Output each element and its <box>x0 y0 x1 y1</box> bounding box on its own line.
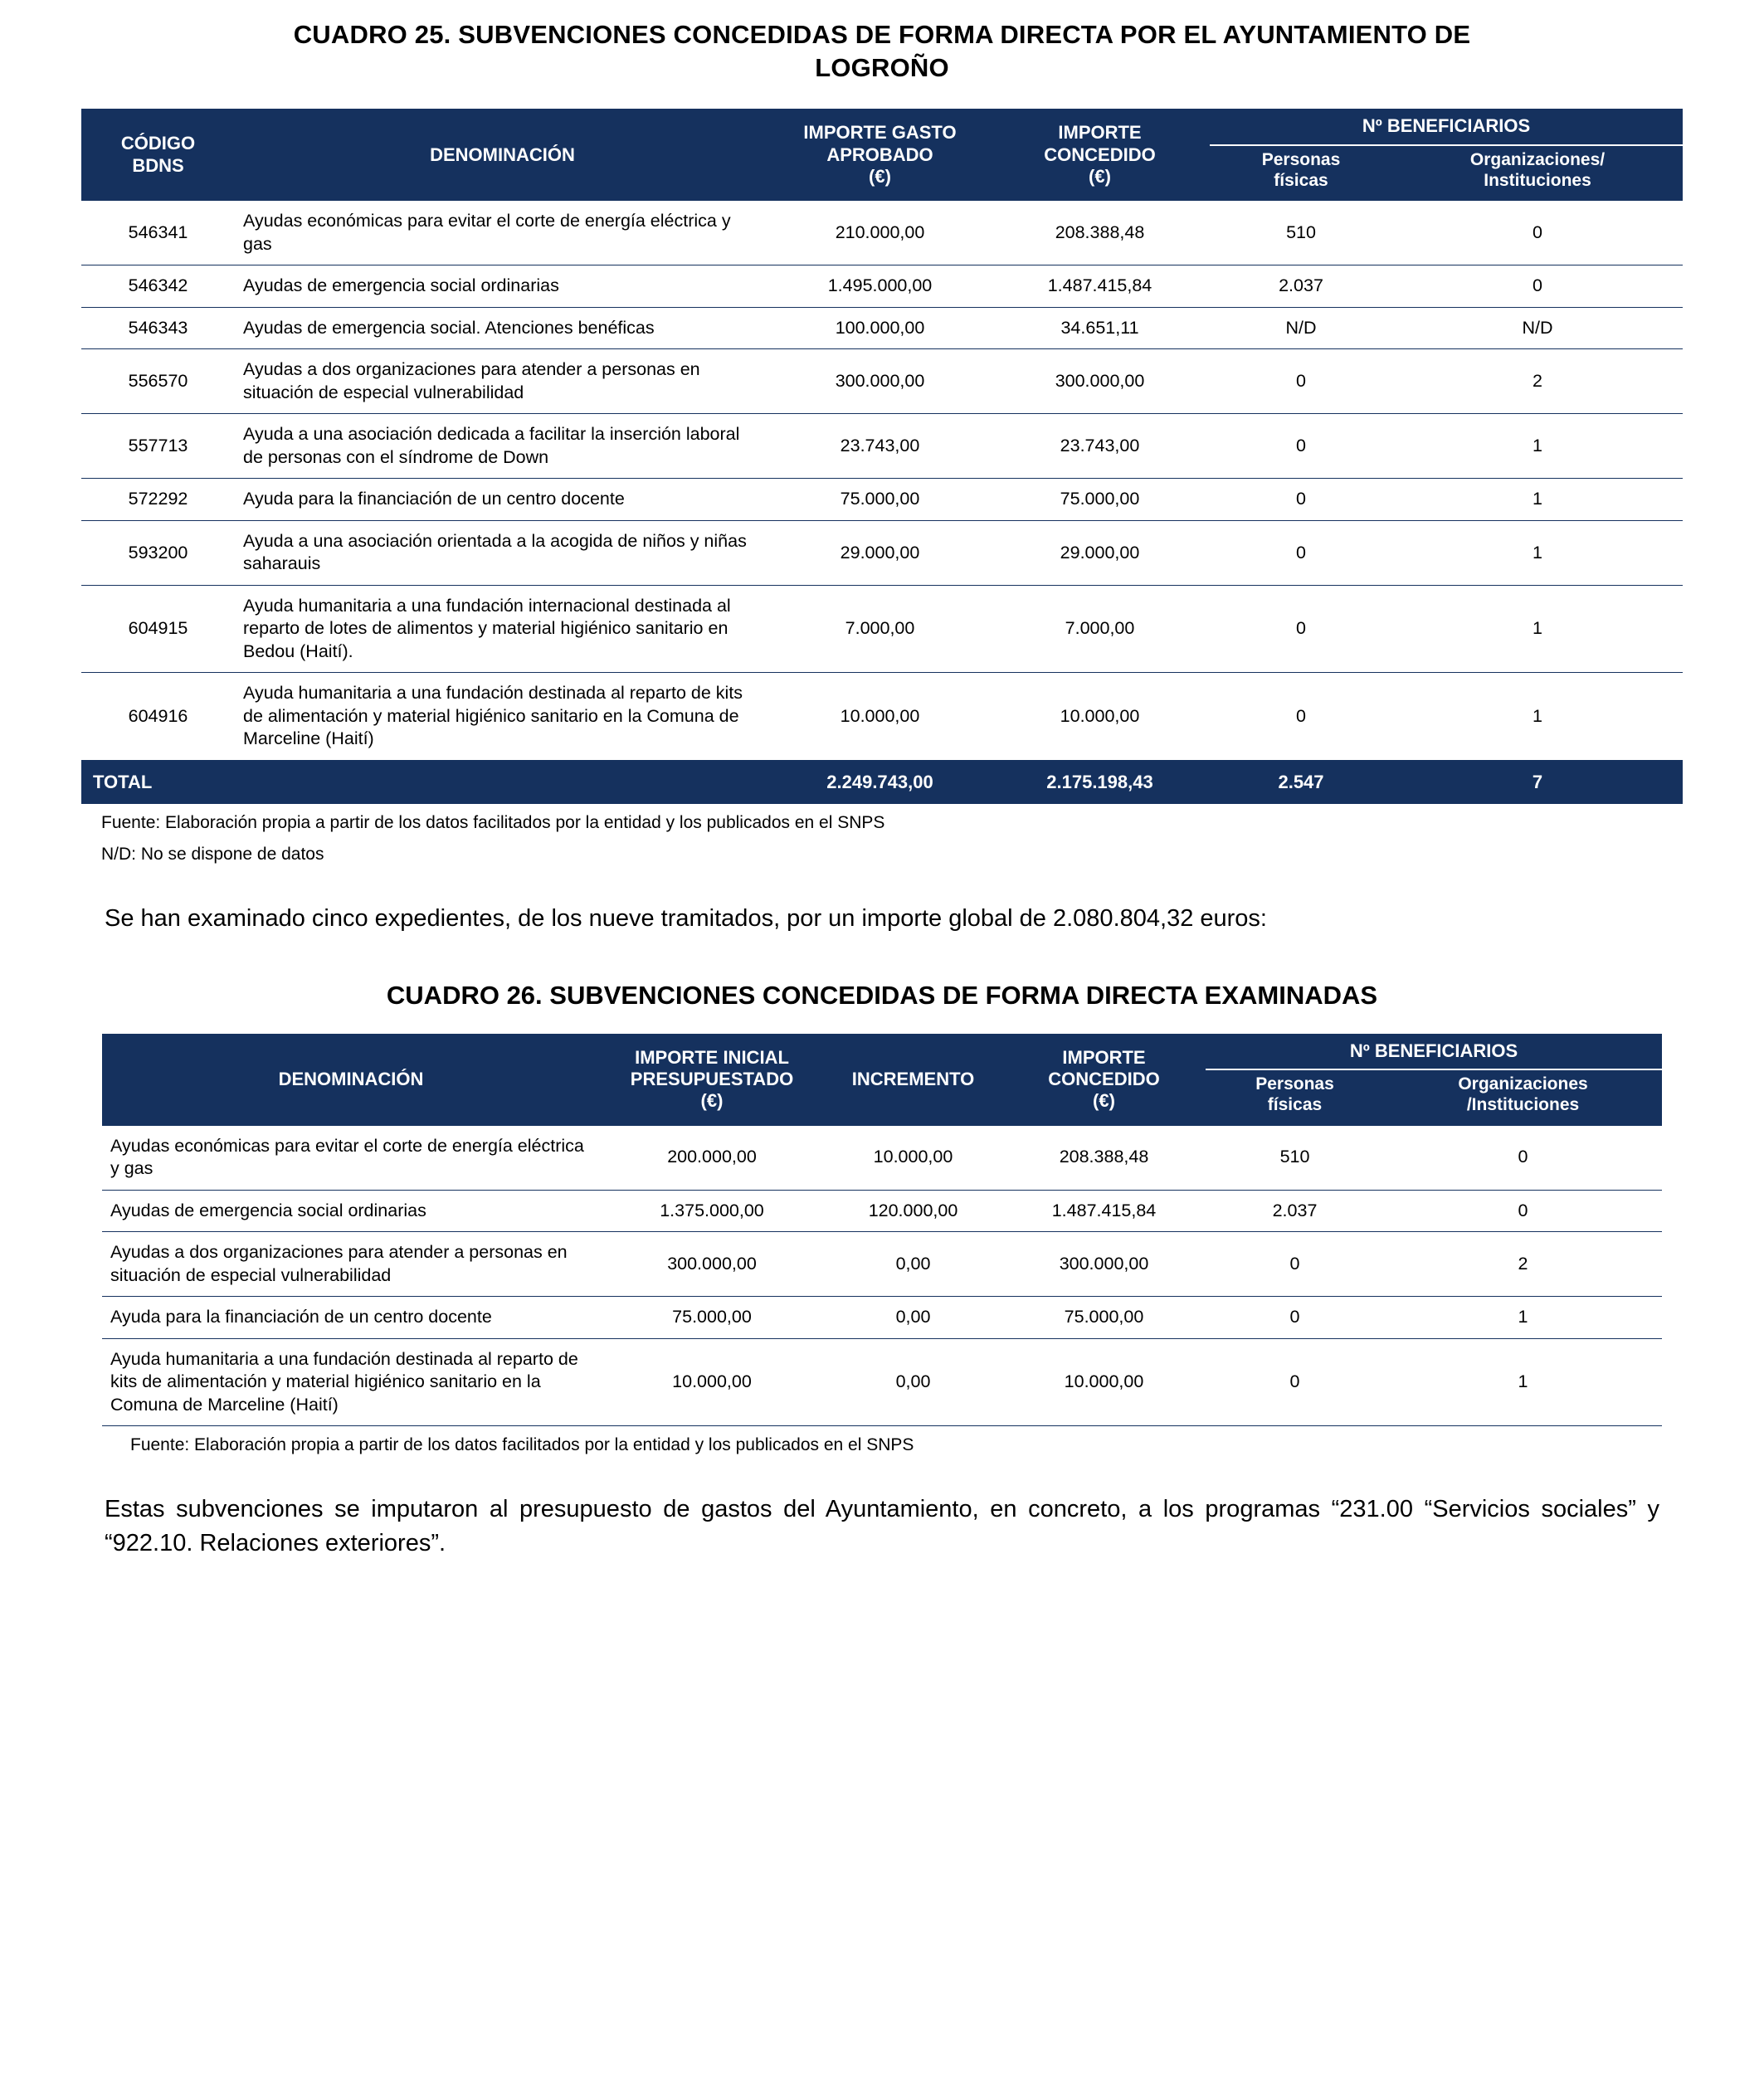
cell-aprobado: 300.000,00 <box>770 349 990 414</box>
cell-aprobado: 29.000,00 <box>770 520 990 585</box>
header2-incremento: INCREMENTO <box>824 1034 1002 1126</box>
cell2-organizaciones: 0 <box>1384 1190 1662 1232</box>
cell-personas: N/D <box>1210 307 1392 349</box>
cell-total-organizaciones: 7 <box>1392 760 1683 804</box>
cell-personas: 0 <box>1210 349 1392 414</box>
table2-head <box>102 1034 1662 1126</box>
cell-codigo: 572292 <box>81 479 235 521</box>
cell-organizaciones: 1 <box>1392 673 1683 761</box>
cell2-denominacion: Ayudas económicas para evitar el corte de energía eléctrica y gas <box>102 1126 600 1191</box>
cell2-inicial: 1.375.000,00 <box>600 1190 824 1232</box>
cell-concedido: 300.000,00 <box>990 349 1210 414</box>
header2-concedido-line3: (€) <box>1093 1090 1115 1112</box>
cell-organizaciones: N/D <box>1392 307 1683 349</box>
table2-source: Fuente: Elaboración propia a partir de los datos facilitados por la entidad y los publicados en el SNPS <box>130 1435 914 1455</box>
header-codigo-bdns <box>81 109 235 201</box>
cell2-incremento: 10.000,00 <box>824 1126 1002 1191</box>
table-subvenciones-examinadas <box>102 1034 1662 1426</box>
header2-organizaciones <box>1384 1069 1662 1125</box>
cell2-incremento: 120.000,00 <box>824 1190 1002 1232</box>
table-row <box>81 265 1683 308</box>
cell-codigo: 604916 <box>81 673 235 761</box>
cell-aprobado: 100.000,00 <box>770 307 990 349</box>
cell2-incremento: 0,00 <box>824 1338 1002 1426</box>
cell2-denominacion: Ayuda para la financiación de un centro docente <box>102 1297 600 1339</box>
cell-personas: 2.037 <box>1210 265 1392 308</box>
table-row <box>102 1232 1662 1297</box>
cell-personas: 0 <box>1210 585 1392 673</box>
cell-personas: 0 <box>1210 520 1392 585</box>
cell2-denominacion: Ayudas a dos organizaciones para atender a personas en situación de especial vulnerabilidad <box>102 1232 600 1297</box>
table-row <box>81 585 1683 673</box>
table-row <box>102 1190 1662 1232</box>
cell-codigo: 546343 <box>81 307 235 349</box>
table-row <box>102 1297 1662 1339</box>
table-row <box>81 414 1683 479</box>
cell2-organizaciones: 1 <box>1384 1297 1662 1339</box>
table-row <box>81 673 1683 761</box>
header-aprobado-line1: IMPORTE GASTO <box>803 122 957 144</box>
cell-aprobado: 23.743,00 <box>770 414 990 479</box>
header-denominacion: DENOMINACIÓN <box>235 109 770 201</box>
table-row <box>81 307 1683 349</box>
table-total-row <box>81 760 1683 804</box>
header2-orgs-line1: Organizaciones <box>1458 1074 1588 1094</box>
cell-total-label: TOTAL <box>81 760 770 804</box>
header-concedido-line1: IMPORTE <box>1058 122 1142 144</box>
cell-organizaciones: 1 <box>1392 414 1683 479</box>
cell2-inicial: 10.000,00 <box>600 1338 824 1426</box>
header-concedido-line2: CONCEDIDO <box>1044 144 1156 165</box>
cell-personas: 510 <box>1210 201 1392 265</box>
cell-concedido: 1.487.415,84 <box>990 265 1210 308</box>
cell-organizaciones: 1 <box>1392 520 1683 585</box>
header-aprobado-line2: APROBADO <box>826 144 933 165</box>
cell-concedido: 34.651,11 <box>990 307 1210 349</box>
table1-wrapper <box>81 109 1683 867</box>
table1-title: CUADRO 25. SUBVENCIONES CONCEDIDAS DE FORMA DIRECTA POR EL AYUNTAMIENTO DE LOGROÑO <box>293 20 1471 82</box>
cell-organizaciones: 1 <box>1392 585 1683 673</box>
header2-orgs-line2: /Instituciones <box>1466 1095 1580 1115</box>
cell-organizaciones: 0 <box>1392 201 1683 265</box>
cell-denominacion: Ayuda humanitaria a una fundación destinada al reparto de kits de alimentación y material higiénico sanitario en la Comuna de Marceline (Haití) <box>235 673 770 761</box>
cell-personas: 0 <box>1210 479 1392 521</box>
cell-codigo: 557713 <box>81 414 235 479</box>
table-row <box>102 1338 1662 1426</box>
cell-concedido: 29.000,00 <box>990 520 1210 585</box>
header2-personas-line2: físicas <box>1267 1095 1323 1115</box>
cell2-inicial: 75.000,00 <box>600 1297 824 1339</box>
cell2-incremento: 0,00 <box>824 1232 1002 1297</box>
cell2-personas: 0 <box>1206 1232 1384 1297</box>
cell2-organizaciones: 2 <box>1384 1232 1662 1297</box>
cell2-concedido: 300.000,00 <box>1002 1232 1206 1297</box>
header2-denominacion: DENOMINACIÓN <box>102 1034 600 1126</box>
header-codigo-line2: BDNS <box>132 154 184 176</box>
cell-codigo: 546341 <box>81 201 235 265</box>
cell2-concedido: 208.388,48 <box>1002 1126 1206 1191</box>
cell-organizaciones: 2 <box>1392 349 1683 414</box>
cell-denominacion: Ayuda a una asociación dedicada a facilitar la inserción laboral de personas con el síndrome de Down <box>235 414 770 479</box>
table1-head <box>81 109 1683 201</box>
cell2-inicial: 300.000,00 <box>600 1232 824 1297</box>
table-row <box>81 479 1683 521</box>
header-concedido-line3: (€) <box>1089 165 1111 187</box>
header2-inicial-line1: IMPORTE INICIAL <box>635 1046 789 1068</box>
paragraph-presupuesto: Estas subvenciones se imputaron al presupuesto de gastos del Ayuntamiento, en concreto, a los programas “231.00 “Servicios sociales” y “922.10. Relaciones exteriores”. <box>105 1496 1659 1557</box>
cell-concedido: 75.000,00 <box>990 479 1210 521</box>
table1-note: N/D: No se dispone de datos <box>101 845 324 864</box>
table2-wrapper <box>102 1034 1662 1458</box>
cell-personas: 0 <box>1210 673 1392 761</box>
cell-denominacion: Ayudas de emergencia social ordinarias <box>235 265 770 308</box>
table-row <box>81 349 1683 414</box>
header-aprobado-line3: (€) <box>869 165 891 187</box>
cell-denominacion: Ayuda para la financiación de un centro docente <box>235 479 770 521</box>
header-importe-concedido <box>990 109 1210 201</box>
header-personas-line2: físicas <box>1274 170 1328 190</box>
header-codigo-line1: CÓDIGO <box>120 133 196 154</box>
cell2-incremento: 0,00 <box>824 1297 1002 1339</box>
cell-concedido: 10.000,00 <box>990 673 1210 761</box>
table2-title: CUADRO 26. SUBVENCIONES CONCEDIDAS DE FORMA DIRECTA EXAMINADAS <box>386 981 1378 1011</box>
cell-aprobado: 210.000,00 <box>770 201 990 265</box>
header2-importe-concedido <box>1002 1034 1206 1126</box>
cell-personas: 0 <box>1210 414 1392 479</box>
cell-aprobado: 1.495.000,00 <box>770 265 990 308</box>
table1-source: Fuente: Elaboración propia a partir de los datos facilitados por la entidad y los publicados en el SNPS <box>101 813 885 833</box>
cell2-concedido: 1.487.415,84 <box>1002 1190 1206 1232</box>
header-beneficiarios: Nº BENEFICIARIOS <box>1210 109 1683 144</box>
header-orgs-line2: Instituciones <box>1484 170 1591 190</box>
cell-denominacion: Ayuda humanitaria a una fundación internacional destinada al reparto de lotes de alimentos y material higiénico sanitario en Bedou (Haití). <box>235 585 770 673</box>
table-row <box>102 1126 1662 1191</box>
cell2-denominacion: Ayuda humanitaria a una fundación destinada al reparto de kits de alimentación y material higiénico sanitario en la Comuna de Marceline (Haití) <box>102 1338 600 1426</box>
header2-beneficiarios: Nº BENEFICIARIOS <box>1206 1034 1662 1069</box>
header2-personas-fisicas <box>1206 1069 1384 1125</box>
cell-denominacion: Ayudas a dos organizaciones para atender a personas en situación de especial vulnerabilidad <box>235 349 770 414</box>
cell2-concedido: 75.000,00 <box>1002 1297 1206 1339</box>
header2-inicial-line3: (€) <box>700 1090 724 1112</box>
cell-aprobado: 7.000,00 <box>770 585 990 673</box>
cell-concedido: 23.743,00 <box>990 414 1210 479</box>
cell-organizaciones: 1 <box>1392 479 1683 521</box>
cell2-organizaciones: 0 <box>1384 1126 1662 1191</box>
cell-codigo: 556570 <box>81 349 235 414</box>
header2-concedido-line2: CONCEDIDO <box>1048 1069 1160 1089</box>
header2-personas-line1: Personas <box>1255 1074 1334 1094</box>
cell-organizaciones: 0 <box>1392 265 1683 308</box>
cell-denominacion: Ayudas económicas para evitar el corte de energía eléctrica y gas <box>235 201 770 265</box>
cell-codigo: 593200 <box>81 520 235 585</box>
cell-denominacion: Ayudas de emergencia social. Atenciones benéficas <box>235 307 770 349</box>
cell-denominacion: Ayuda a una asociación orientada a la acogida de niños y niñas saharauis <box>235 520 770 585</box>
header-organizaciones <box>1392 145 1683 201</box>
cell2-denominacion: Ayudas de emergencia social ordinarias <box>102 1190 600 1232</box>
cell2-inicial: 200.000,00 <box>600 1126 824 1191</box>
cell-concedido: 208.388,48 <box>990 201 1210 265</box>
cell2-concedido: 10.000,00 <box>1002 1338 1206 1426</box>
header-importe-gasto-aprobado <box>770 109 990 201</box>
header2-importe-inicial <box>600 1034 824 1126</box>
cell2-personas: 2.037 <box>1206 1190 1384 1232</box>
cell-total-concedido: 2.175.198,43 <box>990 760 1210 804</box>
table2-body <box>102 1126 1662 1426</box>
cell2-personas: 0 <box>1206 1297 1384 1339</box>
cell-codigo: 546342 <box>81 265 235 308</box>
cell-total-personas: 2.547 <box>1210 760 1392 804</box>
cell-codigo: 604915 <box>81 585 235 673</box>
header2-inicial-line2: PRESUPUESTADO <box>630 1069 794 1089</box>
table-row <box>81 201 1683 265</box>
header-orgs-line1: Organizaciones/ <box>1469 149 1606 169</box>
table1-body <box>81 201 1683 804</box>
cell2-organizaciones: 1 <box>1384 1338 1662 1426</box>
cell2-personas: 0 <box>1206 1338 1384 1426</box>
header-personas-line1: Personas <box>1261 149 1341 169</box>
header2-concedido-line1: IMPORTE <box>1062 1046 1146 1068</box>
header-personas-fisicas <box>1210 145 1392 201</box>
cell-aprobado: 75.000,00 <box>770 479 990 521</box>
paragraph-expedientes: Se han examinado cinco expedientes, de los nueve tramitados, por un importe global de 2.080.804,32 euros: <box>105 904 1267 932</box>
table-row <box>81 520 1683 585</box>
cell-total-aprobado: 2.249.743,00 <box>770 760 990 804</box>
cell2-personas: 510 <box>1206 1126 1384 1191</box>
table-subvenciones-directas <box>81 109 1683 804</box>
cell-aprobado: 10.000,00 <box>770 673 990 761</box>
cell-concedido: 7.000,00 <box>990 585 1210 673</box>
